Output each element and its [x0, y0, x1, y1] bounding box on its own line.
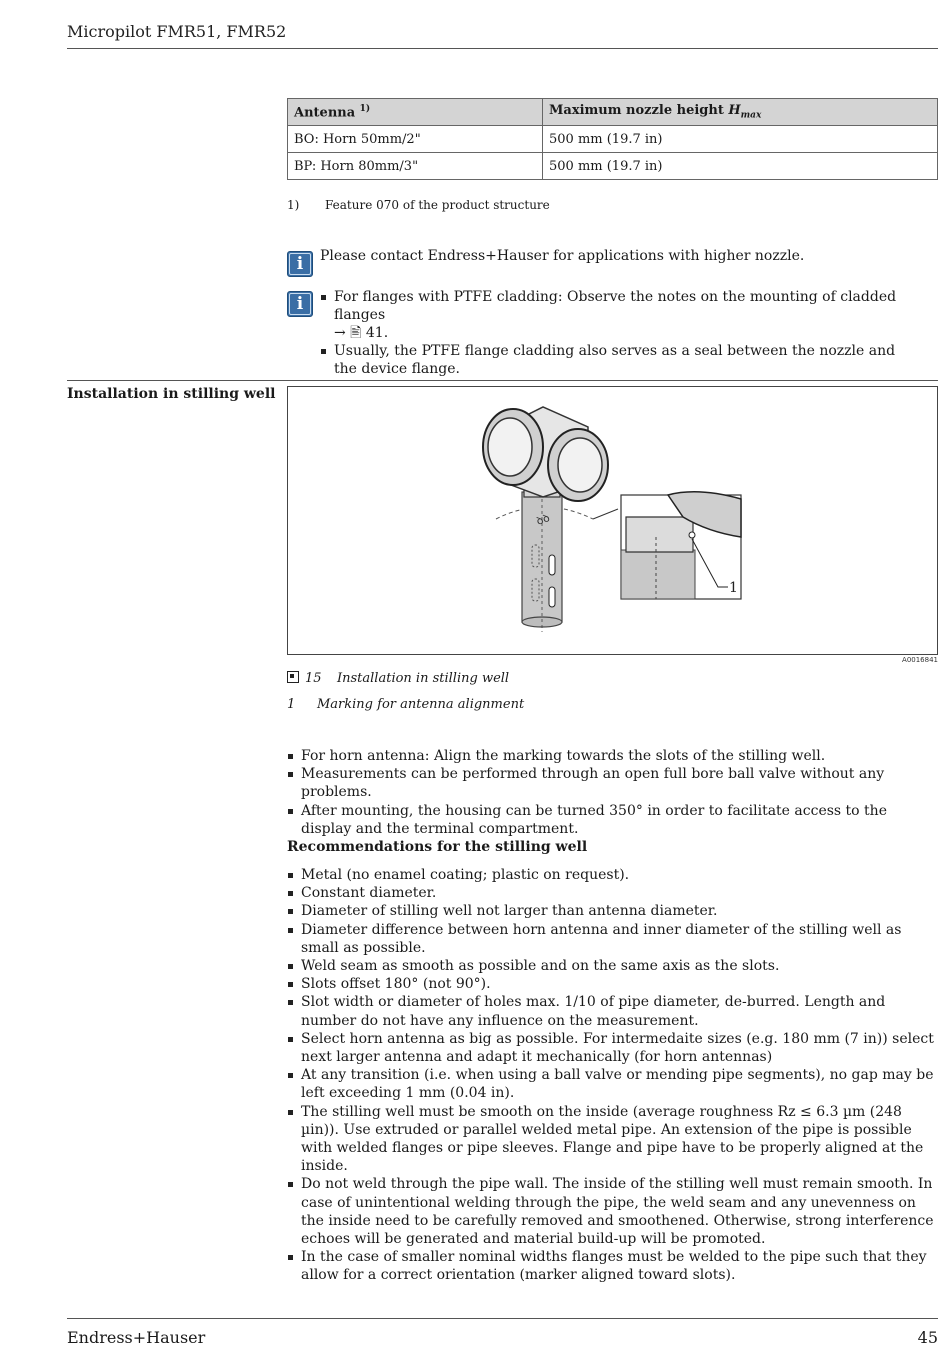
info-icon: i: [287, 291, 313, 317]
list-item: Metal (no enamel coating; plastic on request).: [287, 866, 938, 884]
installation-bullets: [287, 747, 938, 838]
page-reference-link[interactable]: → 🖹 41.: [334, 325, 389, 341]
callout-number: 1: [729, 580, 738, 596]
list-item: Constant diameter.: [287, 884, 938, 902]
nozzle-height-column-header: Maximum nozzle height $H_{max}$: [543, 99, 938, 126]
table-footnote: 1) Feature 070 of the product structure: [287, 198, 550, 212]
info-note-ptfe: [320, 288, 920, 378]
table-row: [288, 153, 938, 180]
height-cell: 500 mm (19.7 in): [543, 126, 938, 153]
figure-icon: [287, 671, 299, 683]
stilling-well-illustration: [288, 387, 937, 654]
list-item: Do not weld through the pipe wall. The inside of the stilling well must remain smooth. In case of unintentional welding through the pipe, the weld seam and any unevenness on the inside need to be carefully removed and smoothened. Otherwise, strong interference echoes will be generated and material build-up will be promoted.: [287, 1175, 938, 1248]
list-item: Measurements can be performed through an open full bore ball valve without any problems.: [287, 765, 938, 801]
list-item: At any transition (i.e. when using a ball valve or mending pipe segments), no gap may be left exceeding 1 mm (0.04 in).: [287, 1066, 938, 1102]
list-item: Slots offset 180° (not 90°).: [287, 975, 938, 993]
list-item: For horn antenna: Align the marking towards the slots of the stilling well.: [287, 747, 938, 765]
figure-caption: 15 Installation in stilling well: [287, 671, 509, 686]
figure-legend: 1 Marking for antenna alignment: [287, 697, 525, 712]
list-item: Slot width or diameter of holes max. 1/10 of pipe diameter, de-burred. Length and number do not have any influence on the measurement.: [287, 993, 938, 1029]
cover-window: [558, 438, 602, 492]
list-item: In the case of smaller nominal widths flanges must be welded to the pipe such that they allow for a correct orientation (marker aligned toward slots).: [287, 1248, 938, 1284]
page-number: 45: [917, 1328, 938, 1347]
list-item: Diameter of stilling well not larger than antenna diameter.: [287, 902, 938, 920]
list-item: Select horn antenna as big as possible. For intermedaite sizes (e.g. 180 mm (7 in)) select next larger antenna and adapt it mechanically (for horn antennas): [287, 1030, 938, 1066]
info-icon: i: [287, 251, 313, 277]
nozzle-height-table: [287, 98, 938, 180]
list-item: After mounting, the housing can be turned 350° in order to facilitate access to the display and the terminal compartment.: [287, 802, 938, 838]
figure-code: A0016841: [902, 656, 938, 664]
front-slot: [549, 555, 555, 575]
recommendations-list: [287, 866, 938, 1285]
document-title: Micropilot FMR51, FMR52: [67, 22, 287, 41]
header-rule: [67, 48, 938, 49]
list-item: Diameter difference between horn antenna and inner diameter of the stilling well as small as possible.: [287, 921, 938, 957]
antenna-cell: BP: Horn 80mm/3": [288, 153, 543, 180]
front-slot: [549, 587, 555, 607]
section-rule: [67, 380, 938, 381]
list-item: For flanges with PTFE cladding: Observe the notes on the mounting of cladded flanges → 🖹 41.: [320, 288, 920, 342]
height-cell: 500 mm (19.7 in): [543, 153, 938, 180]
list-item: Weld seam as smooth as possible and on the same axis as the slots.: [287, 957, 938, 975]
footer-rule: [67, 1318, 938, 1319]
leader-line: [593, 509, 618, 519]
footer-company: Endress+Hauser: [67, 1328, 206, 1347]
inset-pipe: [621, 550, 695, 599]
list-item: Usually, the PTFE flange cladding also serves as a seal between the nozzle and the device flange.: [320, 342, 920, 378]
antenna-cell: BO: Horn 50mm/2": [288, 126, 543, 153]
recommendations-heading: Recommendations for the stilling well: [287, 839, 588, 855]
section-heading: Installation in stilling well: [67, 386, 276, 402]
installation-figure: [287, 386, 938, 655]
alignment-marking: [689, 532, 695, 538]
table-header-row: [288, 99, 938, 126]
flow-marking: ꝺꝺ: [534, 511, 552, 528]
table-row: [288, 126, 938, 153]
cover-window: [488, 418, 532, 476]
info-note-nozzle: Please contact Endress+Hauser for applications with higher nozzle.: [320, 248, 805, 264]
list-item: The stilling well must be smooth on the inside (average roughness Rz ≤ 6.3 µm (248 µin)). Use extruded or parallel welded metal pipe. An extension of the pipe is possible with welded flanges or pipe sleeves. Flange and pipe have to be properly aligned at the inside.: [287, 1103, 938, 1176]
inset-neck: [626, 517, 693, 552]
antenna-column-header: Antenna $^{1)}$: [288, 99, 543, 126]
